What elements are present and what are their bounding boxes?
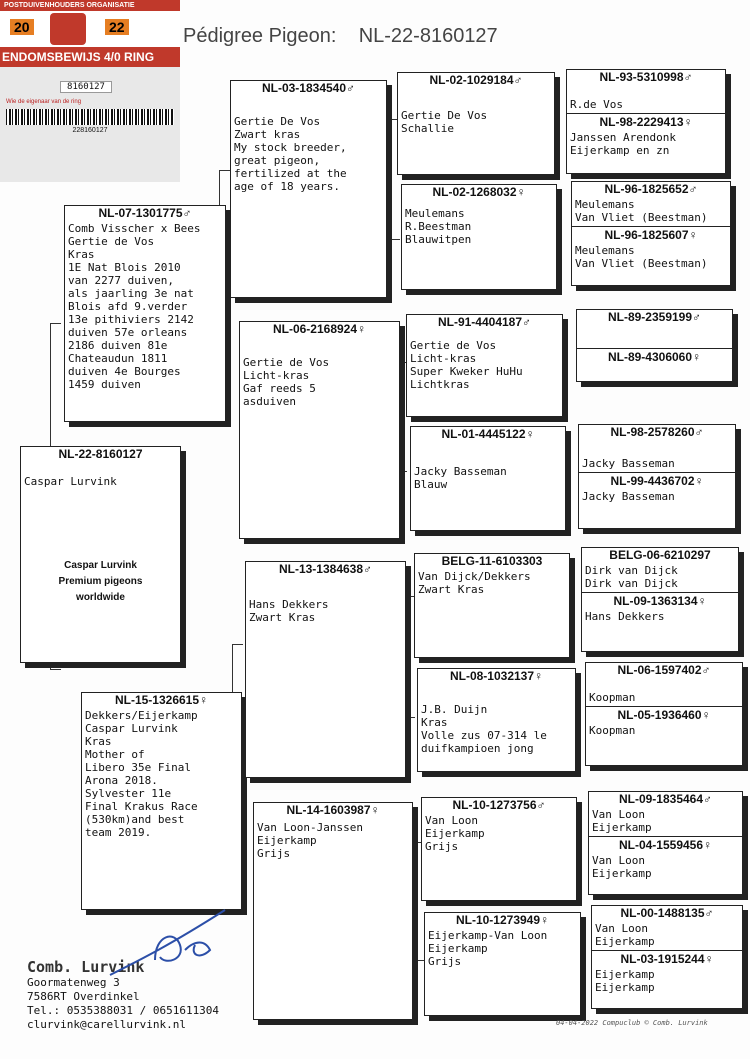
card-line: Blauwitpen: [405, 233, 472, 246]
card-line: Van Loon: [592, 854, 645, 867]
card-line: van 2277 duiven,: [68, 274, 174, 287]
card-line: Gertie de Vos: [410, 339, 497, 352]
card-line: Jacky Basseman: [414, 465, 507, 478]
card-line: Zwart Kras: [249, 611, 316, 624]
card-line: duifkampioen jong: [421, 742, 534, 755]
ssd-card: [401, 184, 557, 290]
card-line: Zwart Kras: [418, 583, 485, 596]
ring-number: NL-93-5310998♂: [599, 70, 693, 84]
ring-label-year-right: 22: [105, 19, 129, 35]
card-line: fertilized at the: [234, 167, 347, 180]
ring-label-year-left: 20: [10, 19, 34, 35]
ring-number: NL-00-1488135♂: [620, 906, 714, 920]
card-line: Meulemans: [575, 198, 635, 211]
card-line: Eijerkamp: [595, 981, 655, 994]
card-line: Gertie de Vos: [68, 235, 155, 248]
card-line: Eijerkamp: [257, 834, 317, 847]
gen4-card: [588, 791, 743, 895]
card-line: duiven 57e orleans: [68, 326, 188, 339]
card-line: Zwart kras: [234, 128, 301, 141]
card-line: duiven 4e Bourges: [68, 365, 181, 378]
ring-number: NL-89-2359199♂: [607, 310, 702, 324]
owner-phone: Tel.: 0535388031 / 0651611304: [27, 1004, 220, 1017]
card-line: Eijerkamp: [428, 942, 488, 955]
ring-label-number: 8160127: [60, 81, 112, 93]
card-line: Van Loon: [592, 808, 645, 821]
card-line: Van Loon: [425, 814, 478, 827]
ring-number: NL-13-1384638♂: [278, 562, 373, 576]
ring-number: NL-08-1032137♀: [449, 669, 544, 683]
ring-number: NL-02-1029184♂: [429, 73, 523, 87]
card-line: Eijerkamp: [592, 867, 652, 880]
ring-number: NL-03-1915244♀: [592, 950, 742, 966]
ring-number: NL-14-1603987♀: [286, 803, 380, 817]
gen4-card: [578, 424, 736, 529]
sire-card: [64, 205, 226, 422]
crest-icon: [50, 13, 86, 45]
card-line: Janssen Arendonk: [570, 131, 676, 144]
card-line: asduiven: [243, 395, 296, 408]
card-line: Grijs: [425, 840, 459, 853]
card-line: 2186 duiven 81e: [68, 339, 168, 352]
dd-card: [253, 802, 413, 1020]
ring-number: NL-10-1273949♀: [455, 913, 550, 927]
ring-number: NL-91-4404187♂: [437, 315, 532, 329]
ring-number: NL-06-2168924♀: [272, 322, 367, 336]
card-line: Van Dijck/Dekkers: [418, 570, 531, 583]
dss-card: [414, 553, 570, 658]
ring-number: NL-99-4436702♀: [579, 472, 735, 488]
card-line: Gertie De Vos: [401, 109, 488, 122]
sss-card: [397, 72, 555, 175]
card-line: age of 18 years.: [234, 180, 340, 193]
ss-card: [230, 80, 387, 298]
card-line: Blois afd 9.verder: [68, 300, 188, 313]
ring-number: NL-98-2578260♂: [610, 425, 704, 439]
ring-number: NL-10-1273756♂: [452, 798, 546, 812]
ring-number: BELG-06-6210297: [609, 548, 711, 562]
gen4-card: [591, 905, 743, 1009]
ring-number: NL-15-1326615♀: [114, 693, 209, 707]
card-line: Sylvester 11e: [85, 787, 172, 800]
ring-number: NL-96-1825652♂: [604, 182, 698, 196]
card-line: 1E Nat Blois 2010: [68, 261, 181, 274]
card-line: team 2019.: [85, 826, 152, 839]
card-line: Van Loon-Janssen: [257, 821, 363, 834]
subject-line: Caspar Lurvink: [24, 475, 117, 488]
brand-line: Premium pigeons: [58, 576, 143, 587]
card-line: Hans Dekkers: [585, 610, 665, 623]
ring-label-banner: ENDOMSBEWIJS 4/0 RING: [0, 47, 180, 67]
card-line: R.Beestman: [405, 220, 472, 233]
card-line: Eijerkamp: [595, 935, 655, 948]
card-line: Caspar Lurvink: [85, 722, 178, 735]
card-line: Dekkers/Eijerkamp: [85, 709, 198, 722]
ring-number: NL-03-1834540♂: [261, 81, 356, 95]
signature-icon: [100, 905, 230, 985]
card-line: Jacky Basseman: [582, 490, 675, 503]
card-line: Eijerkamp en zn: [570, 144, 670, 157]
card-line: Eijerkamp-Van Loon: [428, 929, 548, 942]
card-line: Chateaudun 1811: [68, 352, 168, 365]
ring-number: NL-06-1597402♂: [617, 663, 711, 677]
card-line: Kras: [85, 735, 112, 748]
card-line: als jaarling 3e nat: [68, 287, 194, 300]
card-line: Grijs: [428, 955, 462, 968]
ring-number: NL-02-1268032♀: [432, 185, 526, 199]
owner-name: Comb. Lurvink: [27, 958, 145, 976]
card-line: Kras: [421, 716, 448, 729]
card-line: great pigeon,: [234, 154, 321, 167]
card-line: Koopman: [589, 724, 636, 737]
card-line: Libero 35e Final: [85, 761, 191, 774]
dds-card: [421, 797, 577, 901]
gen4-card: [576, 309, 733, 382]
card-line: Mother of: [85, 748, 145, 761]
ring-number: NL-04-1559456♀: [589, 836, 742, 852]
ring-label-barcode-number: 228160127: [72, 127, 108, 134]
ring-number: BELG-11-6103303: [441, 554, 543, 568]
brand-line: worldwide: [76, 592, 125, 603]
card-line: 13e pithiviers 2142: [68, 313, 194, 326]
card-line: Eijerkamp: [595, 968, 655, 981]
card-line: Gaf reeds 5: [243, 382, 316, 395]
card-line: Meulemans: [405, 207, 465, 220]
subject-ring-number: NL-22-8160127: [58, 447, 143, 461]
owner-email: clurvink@carellurvink.nl: [27, 1018, 186, 1031]
ring-number: NL-89-4306060♀: [577, 348, 732, 364]
dsd-card: [417, 668, 576, 772]
card-line: Licht-kras: [410, 352, 477, 365]
card-line: Comb Visscher x Bees: [68, 222, 201, 235]
title-ring-number: NL-22-8160127: [358, 25, 498, 47]
card-line: Arona 2018.: [85, 774, 158, 787]
card-line: Schallie: [401, 122, 454, 135]
gen4-card: [566, 69, 726, 174]
card-line: Kras: [68, 248, 95, 261]
card-line: Van Vliet (Beestman): [575, 211, 708, 224]
card-line: Koopman: [589, 691, 636, 704]
card-line: Eijerkamp: [592, 821, 652, 834]
card-line: Volle zus 07-314 le: [421, 729, 547, 742]
card-line: Van Loon: [595, 922, 648, 935]
ds-card: [245, 561, 406, 778]
subject-card: [20, 446, 181, 663]
ring-number: NL-05-1936460♀: [586, 706, 742, 722]
card-line: Gertie de Vos: [243, 356, 330, 369]
brand-line: Caspar Lurvink: [64, 560, 137, 571]
card-line: (530km)and best: [85, 813, 185, 826]
card-line: Dirk van Dijck: [585, 564, 678, 577]
card-line: Blauw: [414, 478, 448, 491]
ring-number: NL-09-1363134♀: [582, 592, 738, 608]
card-line: Final Krakus Race: [85, 800, 198, 813]
barcode-icon: [6, 109, 174, 125]
gen4-card: [571, 181, 731, 286]
ring-number: NL-98-2229413♀: [567, 113, 725, 129]
owner-address: Goormatenweg 3: [27, 976, 120, 989]
gen4-card: [581, 547, 739, 652]
card-line: Meulemans: [575, 244, 635, 257]
ring-label-image: [0, 0, 180, 182]
ring-label-footnote: Wie de eigenaar van de ring: [6, 99, 82, 105]
card-line: Van Vliet (Beestman): [575, 257, 708, 270]
card-line: Super Kweker HuHu: [410, 365, 523, 378]
card-line: My stock breeder,: [234, 141, 347, 154]
ring-number: NL-09-1835464♂: [618, 792, 713, 806]
card-line: Dirk van Dijck: [585, 577, 678, 590]
ring-label-org: POSTDUIVENHOUDERS ORGANISATIE: [0, 0, 180, 11]
ddd-card: [424, 912, 581, 1016]
card-line: Hans Dekkers: [249, 598, 329, 611]
dam-card: [81, 692, 242, 910]
card-line: J.B. Duijn: [421, 703, 488, 716]
sds-card: [406, 314, 563, 417]
gen4-card: [585, 662, 743, 766]
sdd-card: [410, 426, 566, 531]
footer-text: 04-04-2022 Compuclub © Comb. Lurvink: [556, 1019, 708, 1027]
card-line: Lichtkras: [410, 378, 470, 391]
card-line: Gertie De Vos: [234, 115, 321, 128]
ring-number: NL-96-1825607♀: [572, 226, 730, 242]
card-line: 1459 duiven: [68, 378, 141, 391]
card-line: Eijerkamp: [425, 827, 485, 840]
ring-number: NL-01-4445122♀: [441, 427, 535, 441]
owner-city: 7586RT Overdinkel: [27, 990, 140, 1003]
card-line: R.de Vos: [570, 98, 623, 111]
sd-card: [239, 321, 400, 539]
card-line: Licht-kras: [243, 369, 310, 382]
ring-number: NL-07-1301775♂: [98, 206, 192, 220]
card-line: Grijs: [257, 847, 291, 860]
page-title: Pédigree Pigeon: NL-22-8160127: [183, 25, 498, 47]
card-line: Jacky Basseman: [582, 457, 675, 470]
